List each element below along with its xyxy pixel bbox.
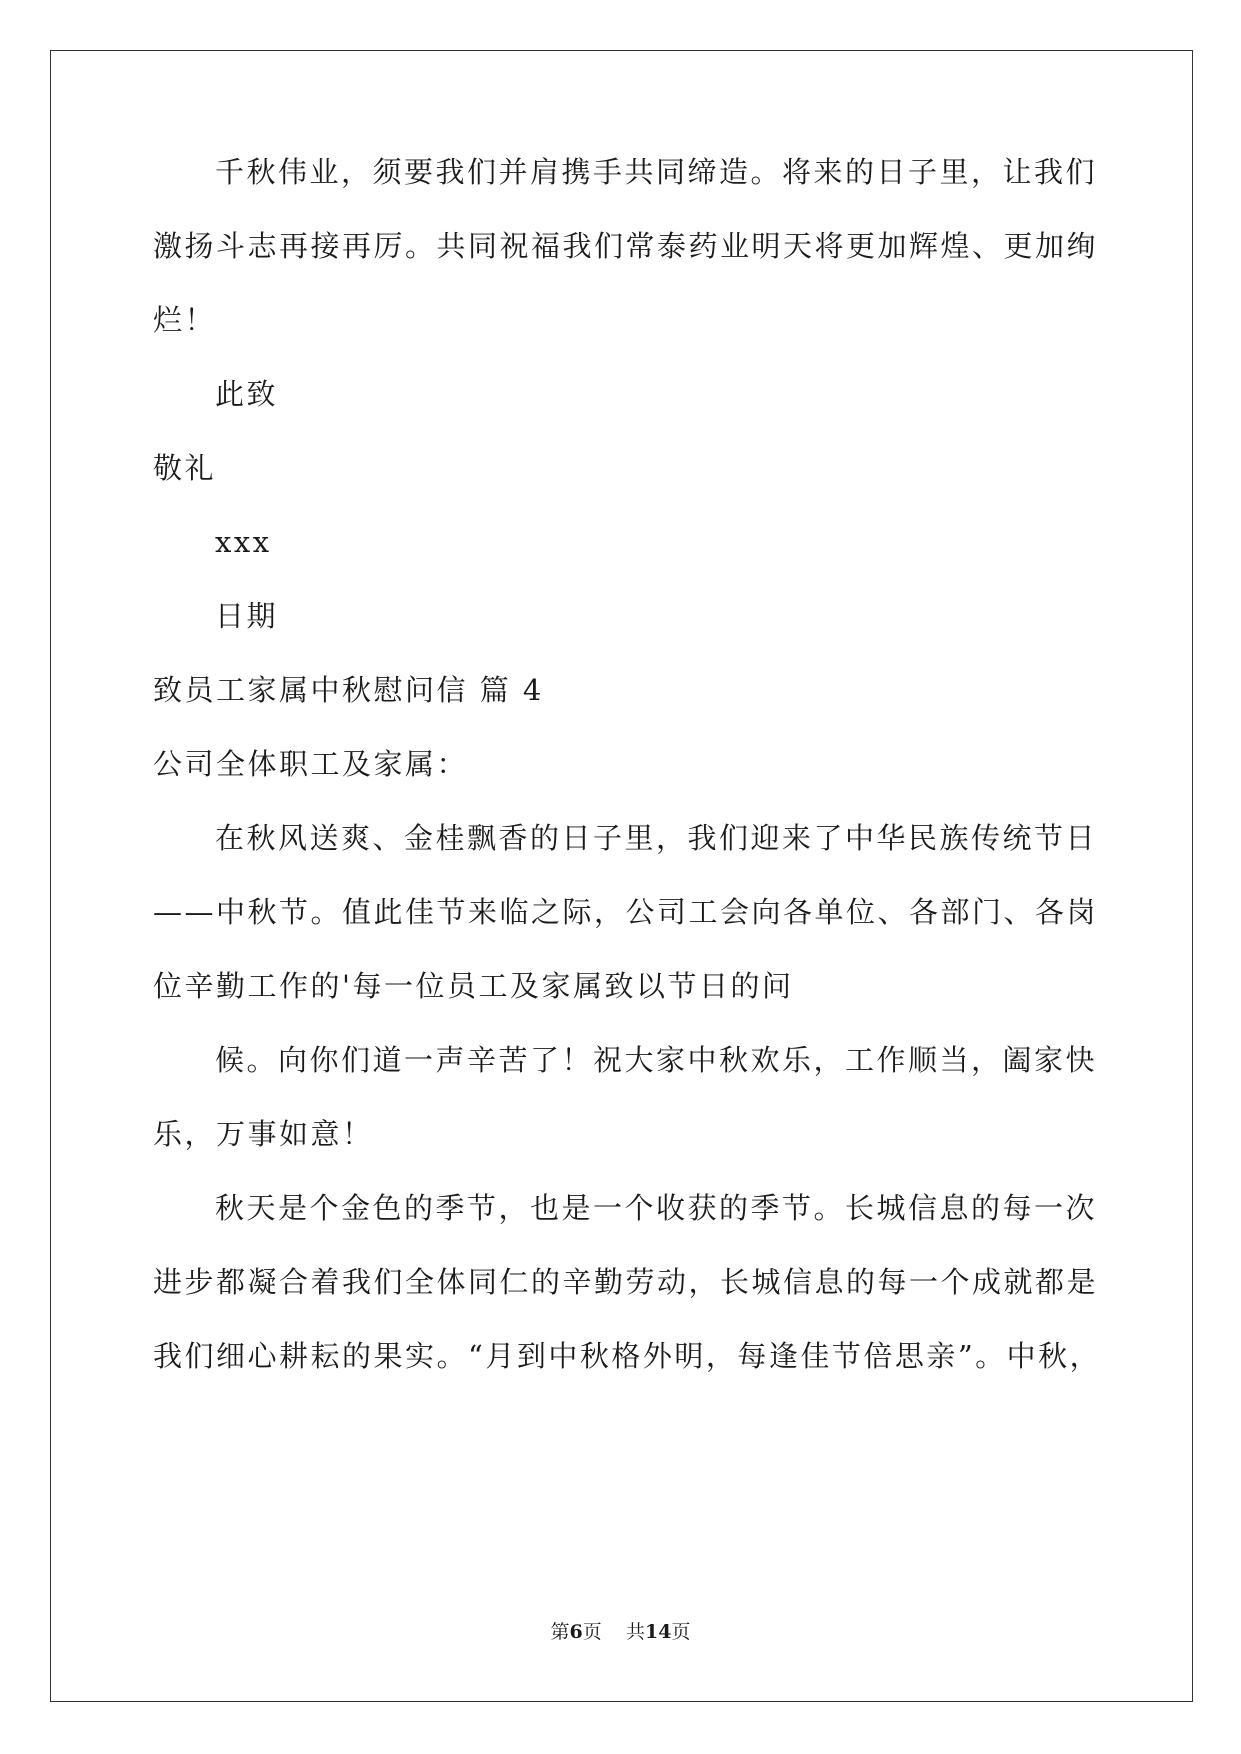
- signature-date: 日期: [215, 599, 279, 633]
- paragraph-line: 候。向你们道一声辛苦了！祝大家中秋欢乐，工作顺当，阖家快: [215, 1043, 1098, 1077]
- letter-greeting: 公司全体职工及家属：: [153, 747, 469, 781]
- closing-regards: 敬礼: [153, 451, 217, 485]
- paragraph-line: 在秋风送爽、金桂飘香的日子里，我们迎来了中华民族传统节日: [215, 821, 1098, 855]
- page-border: [50, 50, 1193, 1702]
- footer-page-number: 6: [569, 1621, 583, 1643]
- footer-total-unit: 页: [671, 1621, 691, 1643]
- footer-page-unit: 页: [582, 1621, 602, 1643]
- footer-total-pages: 14: [644, 1621, 672, 1643]
- paragraph-line: 乐，万事如意！: [153, 1117, 374, 1151]
- section-title: 致员工家属中秋慰问信 篇 4: [153, 673, 544, 707]
- paragraph-line: ——中秋节。值此佳节来临之际，公司工会向各单位、各部门、各岗: [153, 895, 1099, 929]
- paragraph-line: 秋天是个金色的季节，也是一个收获的季节。长城信息的每一次: [215, 1191, 1098, 1225]
- footer-total-prefix: 共: [625, 1621, 645, 1643]
- paragraph-line: 位辛勤工作的'每一位员工及家属致以节日的问: [153, 969, 794, 1003]
- paragraph-line: 激扬斗志再接再厉。共同祝福我们常泰药业明天将更加辉煌、更加绚: [153, 229, 1099, 263]
- signature-name: xxx: [215, 525, 272, 559]
- paragraph-line: 进步都凝合着我们全体同仁的辛勤劳动，长城信息的每一个成就都是: [153, 1265, 1099, 1299]
- footer-prefix: 第: [550, 1621, 570, 1643]
- paragraph-line: 千秋伟业，须要我们并肩携手共同缔造。将来的日子里，让我们: [215, 155, 1098, 189]
- paragraph-line: 烂！: [153, 303, 217, 337]
- closing-salutation: 此致: [215, 377, 279, 411]
- page-footer: [0, 1620, 1241, 1644]
- paragraph-line: 我们细心耕耘的果实。“月到中秋格外明，每逢佳节倍思亲”。中秋，: [153, 1339, 1102, 1373]
